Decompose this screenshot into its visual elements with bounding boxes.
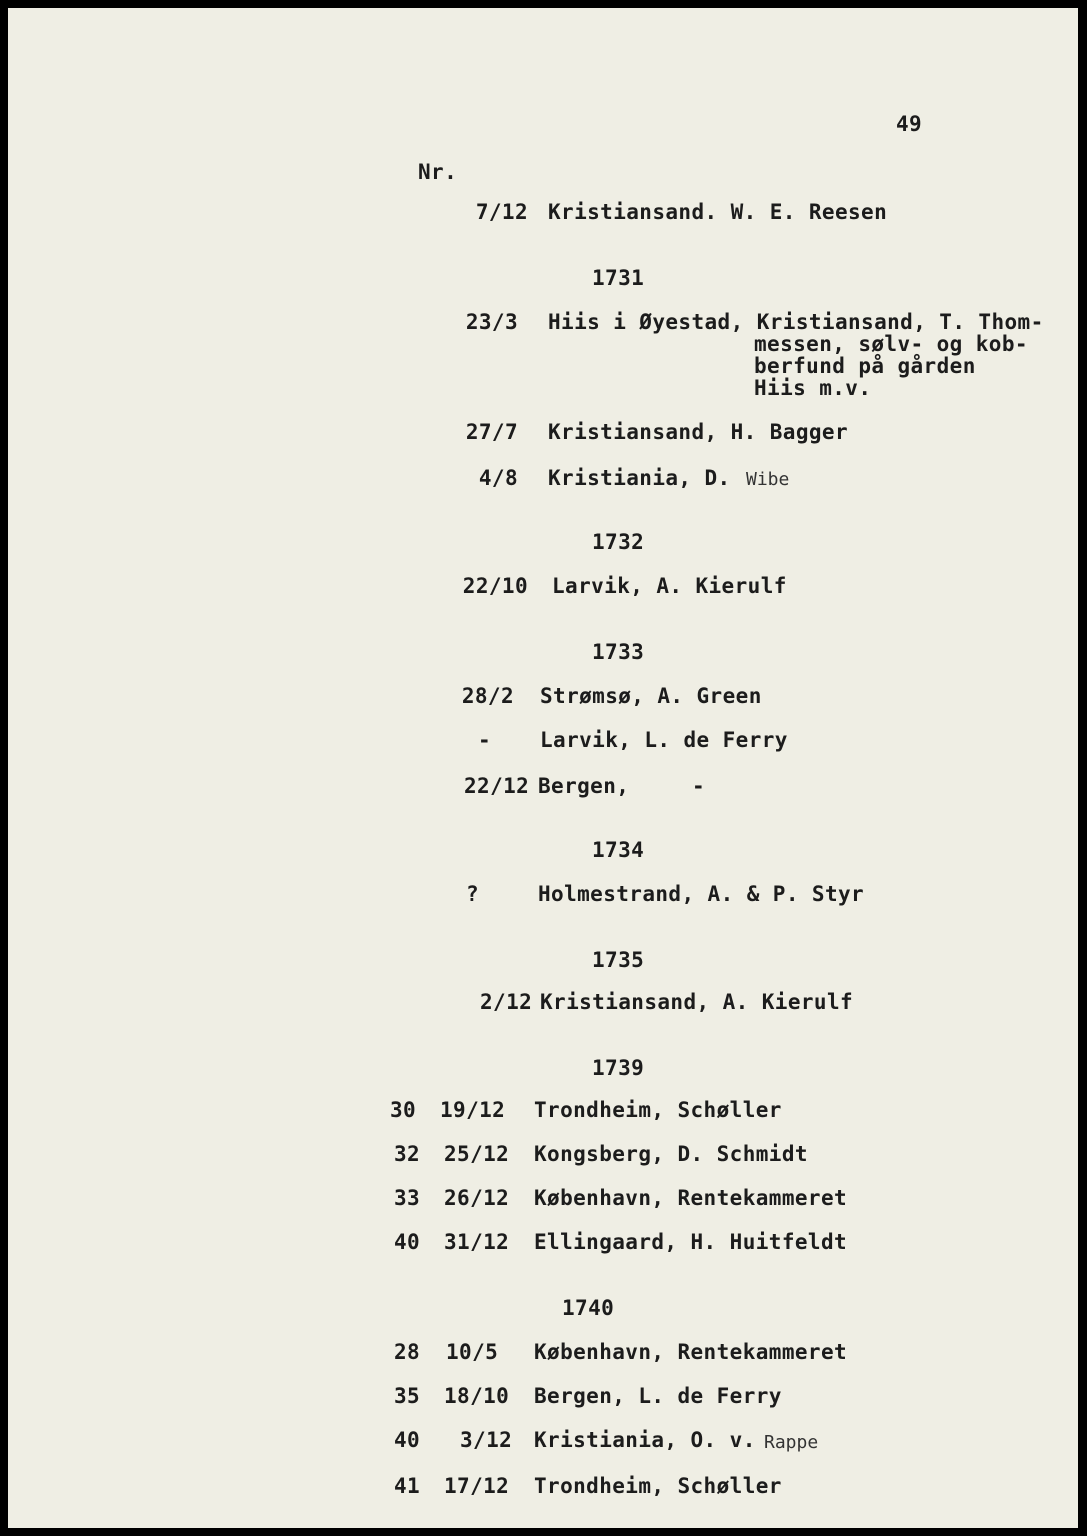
entry-date: 28/2 [461, 684, 514, 708]
entry-text: København, Rentekammeret [534, 1186, 848, 1210]
entry-number: 40 [394, 1428, 421, 1452]
entry-date: 26/12 [444, 1186, 510, 1210]
entry-number: 28 [394, 1340, 421, 1364]
entry-date: 22/10 [462, 574, 528, 598]
entry-text: Kristiansand, A. Kierulf [540, 990, 854, 1014]
year-heading: 1734 [592, 838, 645, 862]
entry-number: 30 [390, 1098, 417, 1122]
entry-text: Ellingaard, H. Huitfeldt [534, 1230, 848, 1254]
entry-text: Larvik, A. Kierulf [552, 574, 787, 598]
entry-number: 40 [394, 1230, 421, 1254]
year-heading: 1733 [592, 640, 645, 664]
column-header-nr: Nr. [418, 160, 458, 184]
entry-ditto-mark: - [692, 774, 706, 798]
entry-text: Kristiania, O. v. [534, 1428, 756, 1452]
entry-date: 27/7 [465, 420, 518, 444]
entry-text-continued: Hiis m.v. [754, 376, 872, 400]
year-heading: 1735 [592, 948, 645, 972]
entry-date: 22/12 [464, 774, 530, 798]
entry-date: 19/12 [440, 1098, 506, 1122]
entry-date: 18/10 [444, 1384, 510, 1408]
entry-text: Holmestrand, A. & P. Styr [538, 882, 865, 906]
year-heading: 1731 [592, 266, 645, 290]
entry-text-annotation: Rappe [764, 1432, 819, 1453]
entry-text: Larvik, L. de Ferry [540, 728, 788, 752]
entry-date: 23/3 [465, 310, 518, 334]
entry-text: Kristiansand, H. Bagger [548, 420, 848, 444]
entry-text-annotation: Wibe [746, 469, 790, 490]
entry-date: 4/8 [478, 466, 518, 490]
entry-text: Trondheim, Schøller [534, 1474, 782, 1498]
entry-text-continued: messen, sølv- og kob- [754, 332, 1028, 356]
entry-date: 7/12 [475, 200, 528, 224]
entry-number: 41 [394, 1474, 421, 1498]
entry-date-ditto: - [478, 728, 492, 752]
entry-text: Kristiania, D. [548, 466, 731, 490]
year-heading: 1740 [562, 1296, 615, 1320]
entry-text: Trondheim, Schøller [534, 1098, 782, 1122]
entry-text: Kristiansand. W. E. Reesen [548, 200, 888, 224]
entry-text: Strømsø, A. Green [540, 684, 762, 708]
entry-date: 10/5 [446, 1340, 499, 1364]
document-page [8, 8, 1078, 1528]
entry-text-continued: berfund på gården [754, 354, 976, 378]
entry-number: 32 [394, 1142, 421, 1166]
entry-date: 31/12 [444, 1230, 510, 1254]
entry-date: 25/12 [444, 1142, 510, 1166]
year-heading: 1739 [592, 1056, 645, 1080]
entry-date: ? [466, 882, 480, 906]
entry-date: 17/12 [444, 1474, 510, 1498]
entry-text: Hiis i Øyestad, Kristiansand, T. Thom- [548, 310, 1044, 334]
entry-text: Bergen, L. de Ferry [534, 1384, 782, 1408]
entry-text: Kongsberg, D. Schmidt [534, 1142, 808, 1166]
entry-number: 35 [394, 1384, 421, 1408]
entry-text: København, Rentekammeret [534, 1340, 848, 1364]
year-heading: 1732 [592, 530, 645, 554]
entry-date: 2/12 [480, 990, 533, 1014]
page-number: 49 [896, 112, 923, 136]
entry-date: 3/12 [460, 1428, 513, 1452]
entry-number: 33 [394, 1186, 421, 1210]
entry-text: Bergen, [538, 774, 630, 798]
